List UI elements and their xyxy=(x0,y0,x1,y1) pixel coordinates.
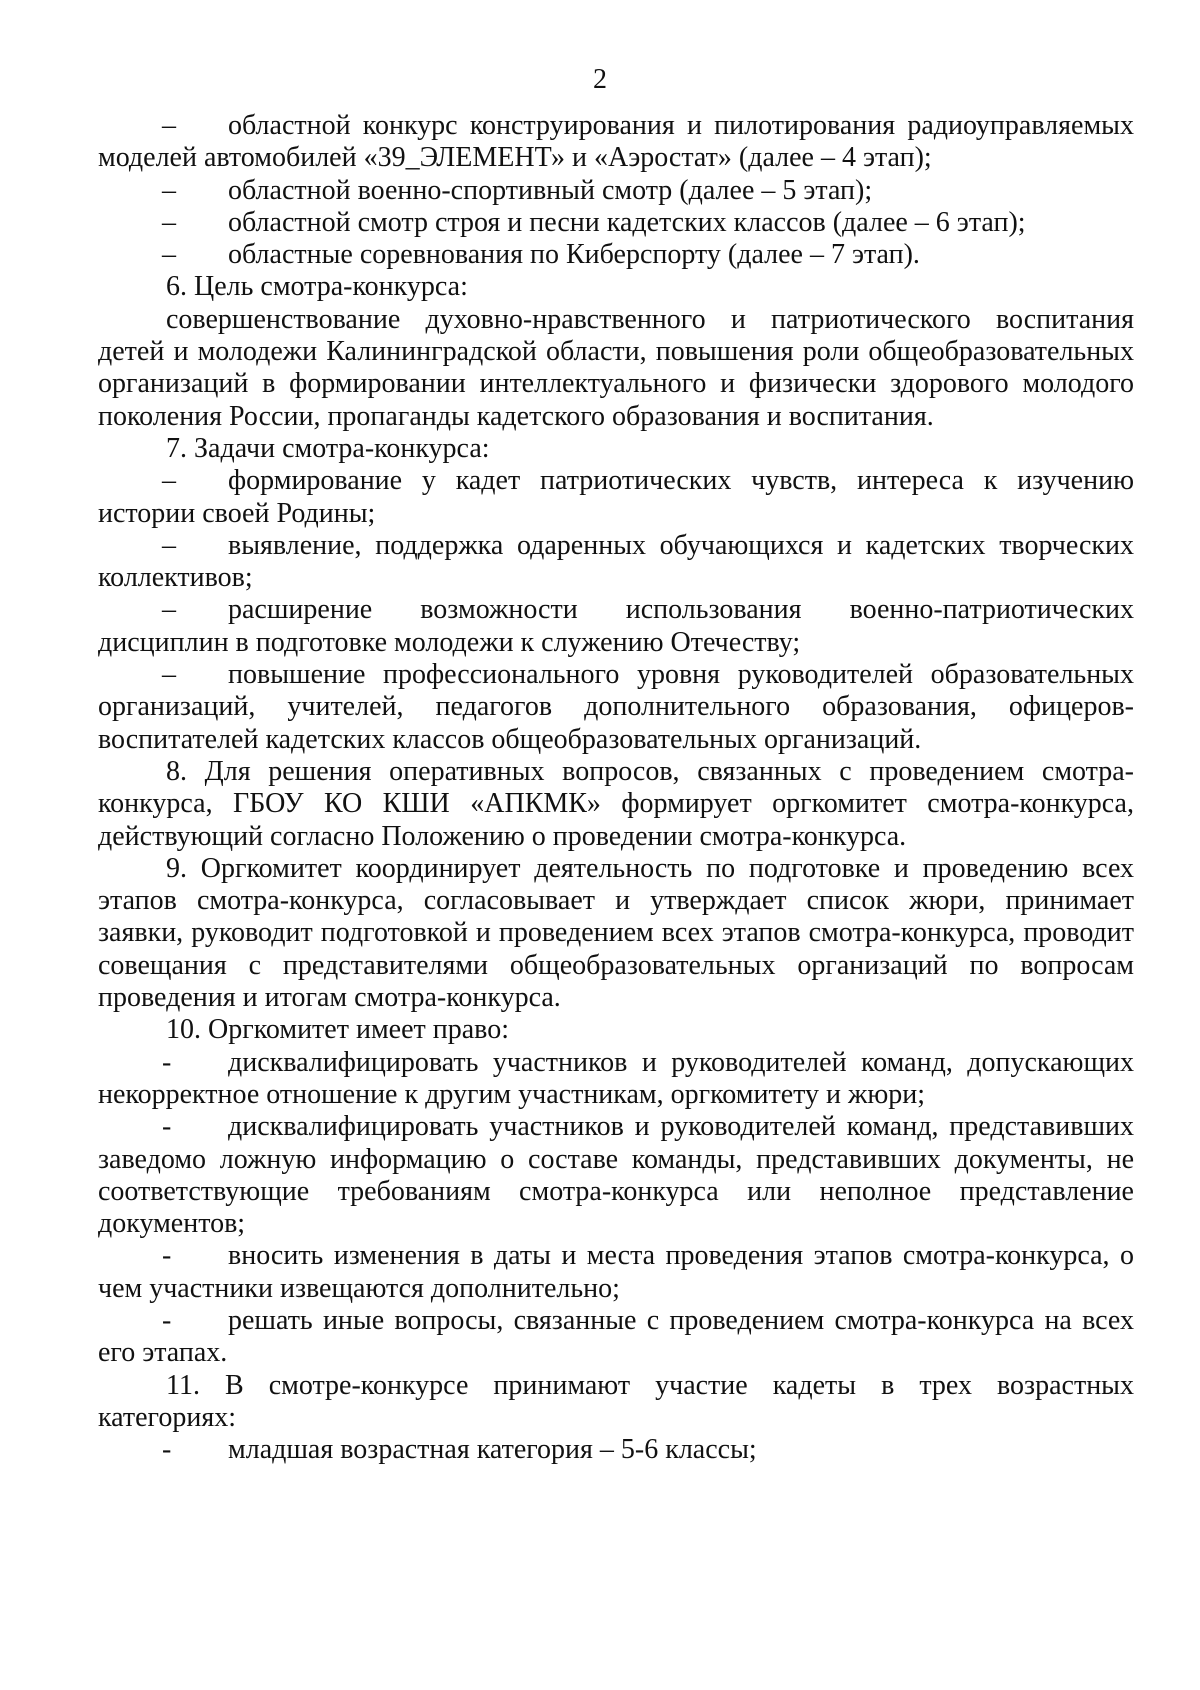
list-bullet: – xyxy=(162,206,176,238)
list-item xyxy=(98,594,1134,659)
list-bullet: – xyxy=(162,594,176,626)
list-item xyxy=(98,175,1134,207)
list-item-text: дисквалифицировать участников и руководителей команд, допускающих некорректное отношение к другим участникам, оргкомитету и жюри; xyxy=(98,1046,1134,1110)
paragraph: 9. Оргкомитет координирует деятельность по подготовке и проведению всех этапов смотра-конкурса, согласовывает и утверждает список жюри, принимает заявки, руководит подготовкой и проведением всех этапов смотра-конкурса, проводит совещания с представителями общеобразовательных организаций по вопросам проведения и итогам смотра-конкурса. xyxy=(98,852,1134,1014)
list-bullet: - xyxy=(162,1111,172,1143)
list-bullet: - xyxy=(162,1304,172,1336)
list-item-text: выявление, поддержка одаренных обучающихся и кадетских творческих коллективов; xyxy=(98,529,1134,594)
document-body xyxy=(98,110,1134,1466)
list-item xyxy=(98,1240,1134,1305)
list-item-text: дисквалифицировать участников и руководителей команд, представивших заведомо ложную информацию о составе команды, представивших документы, не соответствующие требованиям смотра-конкурса или неполное представление документов; xyxy=(98,1111,1134,1240)
list-item-text: расширение возможности использования военно-патриотических дисциплин в подготовке молодежи к служению Отечеству; xyxy=(98,594,1134,658)
list-item xyxy=(98,465,1134,530)
list-item-text: областной военно-спортивный смотр (далее – 5 этап); xyxy=(228,174,873,206)
list-item-text: формирование у кадет патриотических чувств, интереса к изучению истории своей Родины; xyxy=(98,465,1134,529)
list-bullet: – xyxy=(162,659,176,691)
list-bullet: – xyxy=(162,239,176,271)
list-item xyxy=(98,207,1134,239)
page-number: 2 xyxy=(593,64,607,95)
list-item-text: областные соревнования по Киберспорту (далее – 7 этап). xyxy=(228,239,920,271)
list-item xyxy=(98,1047,1134,1112)
list-item-text: решать иные вопросы, связанные с проведением смотра-конкурса на всех его этапах. xyxy=(98,1304,1134,1369)
list-bullet: – xyxy=(162,465,176,497)
list-bullet: - xyxy=(162,1046,172,1078)
list-item-text: областной смотр строя и песни кадетских классов (далее – 6 этап); xyxy=(228,206,1026,238)
list-item-text: областной конкурс конструирования и пилотирования радиоуправляемых моделей автомобилей «39_ЭЛЕМЕНТ» и «Аэростат» (далее – 4 этап); xyxy=(98,110,1134,174)
list-bullet: – xyxy=(162,110,176,141)
list-bullet: - xyxy=(162,1240,172,1272)
paragraph: 11. В смотре-конкурсе принимают участие кадеты в трех возрастных категориях: xyxy=(98,1369,1134,1433)
list-item-text: вносить изменения в даты и места проведения этапов смотра-конкурса, о чем участники извещаются дополнительно; xyxy=(98,1240,1134,1304)
section-heading: 7. Задачи смотра-конкурса: xyxy=(166,432,490,464)
list-bullet: – xyxy=(162,529,176,561)
list-item-text: повышение профессионального уровня руководителей образовательных организаций, учителей, педагогов дополнительного образования, офицеров-воспитателей кадетских классов общеобразовательных организаций. xyxy=(98,659,1134,755)
paragraph: совершенствование духовно-нравственного и патриотического воспитания детей и молодежи Калининградской области, повышения роли общеобразовательных организаций в формировании интеллектуального и физически здорового молодого поколения России, пропаганды кадетского образования и воспитания. xyxy=(98,303,1134,432)
paragraph: 8. Для решения оперативных вопросов, связанных с проведением смотра-конкурса, ГБОУ КО КШИ «АПКМК» формирует оргкомитет смотра-конкурса, действующий согласно Положению о проведении смотра-конкурса. xyxy=(98,755,1134,852)
list-item xyxy=(98,530,1134,595)
list-item xyxy=(98,239,1134,271)
list-item xyxy=(98,110,1134,175)
section-heading: 10. Оргкомитет имеет право: xyxy=(166,1014,509,1046)
list-item-text: младшая возрастная категория – 5-6 классы; xyxy=(228,1434,757,1466)
list-bullet: - xyxy=(162,1434,172,1466)
list-item xyxy=(98,1305,1134,1370)
section-heading: 6. Цель смотра-конкурса: xyxy=(166,271,468,303)
list-bullet: – xyxy=(162,174,176,206)
list-item xyxy=(98,1111,1134,1240)
list-item xyxy=(98,659,1134,756)
list-item xyxy=(98,1434,1134,1466)
